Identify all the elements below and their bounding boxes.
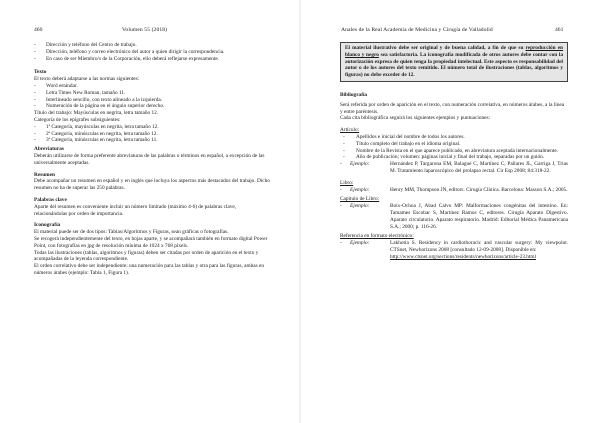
bibliografia-examples-intro: Cada cita bibliográfica seguirá los siguientes ejemplos y puntuaciones: xyxy=(340,115,491,122)
subheading-capitulo: Capítulo de Libro: xyxy=(340,196,380,203)
section-heading-resumen: Resumen xyxy=(34,171,55,178)
list-item: - Nombre de la Revista en el que aparece publicado, en abreviatura aceptada internacionalmente. xyxy=(343,147,559,154)
categories-intro: Categoría de los epígrafes subsiguientes: xyxy=(34,116,121,123)
paragraph: El orden correlativo debe ser independiente; una numeración para las tablas y otra para las figuras, ambas en números árabes (ejemplo: Tabla 1, Figura 1). xyxy=(34,263,265,276)
list-item: - Word estándar. xyxy=(34,82,78,89)
right-page xyxy=(300,0,600,423)
left-body xyxy=(34,42,270,277)
list-item: - Letra Times New Roman, tamaño 11. xyxy=(34,89,126,96)
list-item: - Numeración de la página en el ángulo superior derecho. xyxy=(34,103,165,110)
list-item: - Año de publicación; volumen: páginas inicial y final del trabajo, separadas por un guión. xyxy=(343,154,545,161)
list-item: - Título completo del trabajo en el idioma original. xyxy=(343,140,461,147)
left-page-number: 460 xyxy=(34,27,43,33)
paragraph: El material puede ser de dos tipos: Tablas/Algoritmos y Figuras, sean gráficas o fotografías. xyxy=(34,229,229,236)
list-item: - Dirección y teléfono del Centro de trabajo. xyxy=(34,42,137,48)
reference-example: - Ejemplo: Henry MM, Thompson JN, editors. Cirugía Clínica. Barcelona: Masson S.A.; 2005. xyxy=(340,186,568,193)
notice-box: El material ilustrativo debe ser original y de buena calidad, a fin de que su reproducción en blanco y negro sea satisfactoria. La iconografía modificada de otros autores debe contar con la autorización expresa de quien tenga la propiedad intelectual. Este aspecto es responsabilidad del autor o de los autores del texto remitido. El número total de ilustraciones (tablas, algoritmos y figuras) no debe exceder de 12. xyxy=(340,42,568,82)
resumen-text: Debe acompañar un resumen en español y en inglés que incluya los aspectos más destacados del trabajo. Dicho resumen no ha de superar las 250 palabras. xyxy=(34,178,270,192)
subheading-libro: Libro: xyxy=(340,179,354,186)
underlined-phrase: reproducción en blanco y negro xyxy=(345,45,563,58)
paragraph: Se recogerá independientemente del texto, en hojas aparte, y se acompañará también en formato digital Power Point, con fotografías en jpg de resolución mínima de 1024 x 768 píxels. xyxy=(34,235,268,249)
reference-example: - Ejemplo: Boix-Ochoa J, Abad Calvo MP: Malformaciones congénitas del intestino. En: Tamames Escobar S, Martínez Ramos C, editores. Cirugía Aparato Digestivo. Aparato circulatorio. Aparato respiratorio. Madrid: Editorial Médica Panamericana S.A.; 2000; p. 116-26. xyxy=(340,203,568,230)
section-heading-abreviaturas: Abreviaturas xyxy=(34,146,64,153)
section-heading-iconografia: Iconografía xyxy=(34,222,61,229)
right-running-head: Anales de la Real Academia de Medicina y Cirugía de Valladolid xyxy=(341,27,493,33)
section-heading-bibliografia: Bibliografía xyxy=(340,91,368,98)
left-running-head: Volumen 55 (2018) xyxy=(122,27,168,33)
texto-intro: El texto deberá adaptarse a las normas siguientes: xyxy=(34,76,140,83)
title-format-line: Título del trabajo: Mayúsculas en negrita, letra tamaño 12. xyxy=(34,110,159,117)
section-heading-texto: Texto xyxy=(34,69,47,76)
right-body xyxy=(340,42,568,261)
list-item: - Apellidos e inicial del nombre de todos los autores. xyxy=(343,133,465,140)
list-item: - 1ª Categoría, mayúsculas en negrita, letra tamaño 12. xyxy=(34,123,159,130)
reference-example: - Ejemplo: Hernández P, Targarona EM, Balagué C, Martínez C, Pallares JL, Garriga J, Trias M. Tratamiento laparoscópico del prolapso rectal. Cir Esp 2008; 84:318-22. xyxy=(340,161,568,174)
reference-url-link[interactable]: http://www.ctsnet.org/sections/residents/newhorizons/article-23.html xyxy=(390,253,536,260)
list-item: - 2ª Categoría, minúsculas en negrita, letra tamaño 12. xyxy=(34,130,158,137)
abreviaturas-text: Deberán utilizarse de forma preferente abreviaturas de las palabras o términos en español, a excepción de las universalmente aceptadas. xyxy=(34,152,265,166)
paragraph: Todas las ilustraciones (tablas, algoritmos y figuras) deben ser citadas por orden de aparición en el texto y acompañadas de la leyenda correspondiente. xyxy=(34,249,259,263)
list-item: - Interlineado sencillo, con texto alineado a la izquierda. xyxy=(34,96,163,103)
reference-example: - Ejemplo: Lakhotia S. Residency in cardiothoracic and vascular surgery: My viewpoint. CTSnet, Newhorizons 2008 [consultado 12-09-2008]. Disponible en: http://www.ctsnet.org/sections/residents/newhorizons/article-23.html xyxy=(340,240,568,260)
list-item: - En caso de ser Miembro/s de la Corporación, ello deberá reflejarse expresamente. xyxy=(34,55,220,62)
list-item: - 3ª Categoría, minúsculas en negrita, letra tamaño 11. xyxy=(34,137,158,144)
subheading-electronico: Referencia en formato electrónico: xyxy=(340,233,414,240)
right-page-number: 461 xyxy=(555,27,564,33)
subheading-articulo: Artículo: xyxy=(340,127,360,134)
section-heading-palabras-clave: Palabras clave xyxy=(34,196,67,203)
list-item: - Dirección, teléfono y correo electrónico del autor a quien dirigir la correspondencia. xyxy=(34,48,225,55)
bibliografia-intro: Será referida por orden de aparición en el texto, con numeración correlativa, en números árabes, a la línea y entre paréntesis. xyxy=(340,101,565,115)
palabras-clave-text: Aparte del resumen es conveniente incluir un número limitado (máximo 4-6) de palabras clave, relacionándolas por orden de importancia. xyxy=(34,203,237,217)
